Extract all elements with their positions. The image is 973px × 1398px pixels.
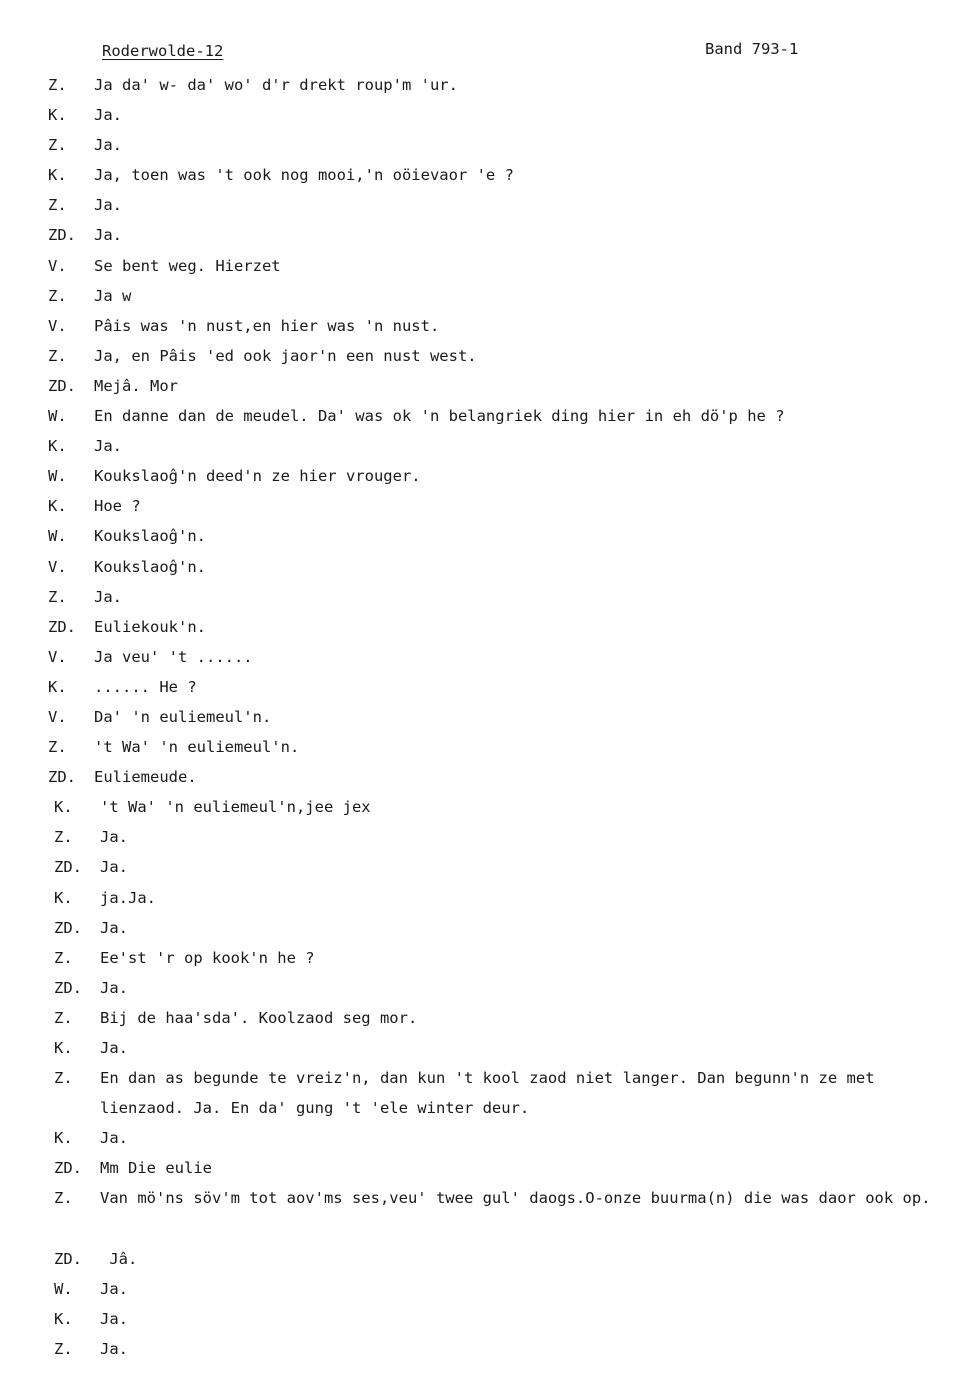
speaker-label: Z. [48, 136, 67, 155]
transcript-line [0, 1244, 973, 1274]
speaker-label: V. [48, 647, 67, 666]
utterance-text: Ja, en Pâis 'ed ook jaor'n een nust west. [94, 346, 477, 365]
speaker-label: Z. [48, 196, 67, 215]
transcript-line [0, 401, 973, 431]
transcript-line [0, 552, 973, 582]
utterance-text: Ja w [94, 286, 132, 305]
utterance-text: Ja. [100, 918, 128, 937]
transcript-line [0, 612, 973, 642]
utterance-text: Mm Die eulie [100, 1159, 212, 1178]
utterance-text: Ja veu' 't ...... [94, 647, 253, 666]
transcript-line [0, 160, 973, 190]
speaker-label: ZD. [48, 768, 76, 787]
transcript-line [0, 582, 973, 612]
utterance-text: Euliemeude. [94, 768, 197, 787]
transcript-line [0, 461, 973, 491]
speaker-label: Z. [54, 948, 73, 967]
transcript-line [0, 1123, 973, 1153]
utterance-text: En danne dan de meudel. Da' was ok 'n belangriek ding hier in eh dö'p he ? [94, 407, 785, 426]
transcript-line [0, 521, 973, 551]
speaker-label: K. [54, 798, 73, 817]
utterance-text: Ja. [100, 858, 128, 877]
utterance-text: Bij de haa'sda'. Koolzaod seg mor. [100, 1008, 418, 1027]
speaker-label: Z. [48, 346, 67, 365]
transcript-line [0, 431, 973, 461]
transcript-line [0, 852, 973, 882]
transcript-line [0, 973, 973, 1003]
utterance-text: Mejâ. Mor [94, 376, 178, 395]
speaker-label: K. [54, 1309, 73, 1328]
transcript-line [0, 1334, 973, 1364]
utterance-text: Ja. [94, 437, 122, 456]
transcript-line [0, 220, 973, 250]
speaker-label: ZD. [54, 978, 82, 997]
utterance-text: Ja. [100, 828, 128, 847]
utterance-text: Se bent weg. Hierzet [94, 256, 281, 275]
speaker-label: W. [48, 527, 67, 546]
speaker-label: K. [54, 1129, 73, 1148]
speaker-label: Z. [48, 286, 67, 305]
transcript-line [0, 100, 973, 130]
speaker-label: ZD. [54, 1159, 82, 1178]
transcript-line [0, 642, 973, 672]
transcript-line [0, 1153, 973, 1183]
speaker-label: K. [54, 1039, 73, 1057]
speaker-label: ZD. [48, 376, 76, 395]
transcript-line [0, 913, 973, 943]
transcript-line [0, 190, 973, 220]
speaker-label: W. [48, 467, 67, 486]
utterance-text: ja.Ja. [100, 888, 156, 907]
document-title: Roderwolde-12 [102, 42, 224, 60]
utterance-text: Ee'st 'r op kook'n he ? [100, 948, 315, 967]
utterance-text: Koukslaoĝ'n. [94, 527, 206, 546]
utterance-text: ...... He ? [94, 677, 197, 696]
speaker-label: ZD. [48, 226, 76, 245]
speaker-label: ZD. [48, 617, 76, 636]
utterance-text: Ja. [100, 978, 128, 997]
transcript-line [0, 792, 973, 822]
utterance-text: Da' 'n euliemeul'n. [94, 707, 272, 726]
transcript-line [0, 1274, 973, 1304]
utterance-text: Ja, toen was 't ook nog mooi,'n oöievaor 'e ? [94, 166, 514, 185]
transcript-line [0, 341, 973, 371]
transcript-line [0, 70, 973, 100]
speaker-label: Z. [54, 828, 73, 847]
transcript-line [0, 251, 973, 281]
speaker-label: V. [48, 316, 67, 335]
speaker-label: K. [48, 166, 67, 185]
transcript-line [0, 1033, 973, 1063]
utterance-text: Ja. [94, 587, 122, 606]
transcript-line [0, 672, 973, 702]
transcript-line [0, 491, 973, 521]
transcript-line [0, 943, 973, 973]
speaker-label: Z. [48, 587, 67, 606]
utterance-text: Hoe ? [94, 497, 141, 516]
speaker-label: K. [48, 677, 67, 696]
transcript-line [0, 762, 973, 792]
speaker-label: ZD. [54, 918, 82, 937]
speaker-label: W. [48, 407, 67, 426]
transcript-line [0, 281, 973, 311]
speaker-label: W. [54, 1279, 73, 1298]
transcript-lines [0, 70, 973, 1364]
transcript-line [0, 732, 973, 762]
speaker-label: V. [48, 707, 67, 726]
utterance-text: 't Wa' 'n euliemeul'n,jee jex [100, 798, 371, 817]
speaker-label: V. [48, 557, 67, 576]
utterance-text: Ja. [94, 196, 122, 215]
utterance-text: Ja. [100, 1129, 128, 1148]
speaker-label: Z. [48, 738, 67, 757]
speaker-label: Z. [54, 1069, 73, 1088]
utterance-text: Pâis was 'n nust,en hier was 'n nust. [94, 316, 440, 335]
utterance-text: 't Wa' 'n euliemeul'n. [94, 738, 300, 757]
speaker-label: Z. [54, 1189, 73, 1208]
speaker-label: V. [48, 256, 67, 275]
utterance-text: Van mö'ns söv'm tot aov'ms ses,veu' twee gul' daogs.O-onze buurma(n) die was daor ook op. [100, 1189, 931, 1208]
speaker-label: Z. [54, 1339, 73, 1358]
utterance-text: Ja. [100, 1309, 128, 1328]
utterance-text: Ja. [94, 226, 122, 245]
utterance-text: Ja da' w- da' wo' d'r drekt roup'm 'ur. [94, 76, 458, 94]
transcript-line [0, 1063, 973, 1123]
speaker-label: K. [54, 888, 73, 907]
utterance-text: Jâ. [100, 1249, 138, 1268]
speaker-label: K. [48, 497, 67, 516]
utterance-text: Ja. [100, 1039, 128, 1057]
transcript-line [0, 371, 973, 401]
utterance-text: Ja. [94, 106, 122, 125]
transcript-line [0, 1304, 973, 1334]
speaker-label: Z. [48, 76, 67, 94]
utterance-text: Koukslaoĝ'n deed'n ze hier vrouger. [94, 467, 421, 486]
speaker-label: Z. [54, 1008, 73, 1027]
speaker-label: ZD. [54, 858, 82, 877]
speaker-label: K. [48, 437, 67, 456]
utterance-text: Koukslaoĝ'n. [94, 557, 206, 576]
transcript-line [0, 1183, 973, 1243]
utterance-text: Ja. [100, 1279, 128, 1298]
utterance-text: En dan as begunde te vreiz'n, dan kun 't kool zaod niet langer. Dan begunn'n ze met lienzaod. Ja. En da' gung 't 'ele winter deur. [100, 1069, 884, 1118]
transcript-line [0, 822, 973, 852]
tape-reference: Band 793-1 [705, 40, 799, 58]
speaker-label: K. [48, 106, 67, 125]
utterance-text: Euliekouk'n. [94, 617, 206, 636]
utterance-text: Ja. [94, 136, 122, 155]
speaker-label: ZD. [54, 1249, 82, 1268]
utterance-text: Ja. [100, 1339, 128, 1358]
transcript-line [0, 130, 973, 160]
transcript-line [0, 1003, 973, 1033]
transcript-line [0, 702, 973, 732]
transcript-line [0, 883, 973, 913]
transcript-line [0, 311, 973, 341]
